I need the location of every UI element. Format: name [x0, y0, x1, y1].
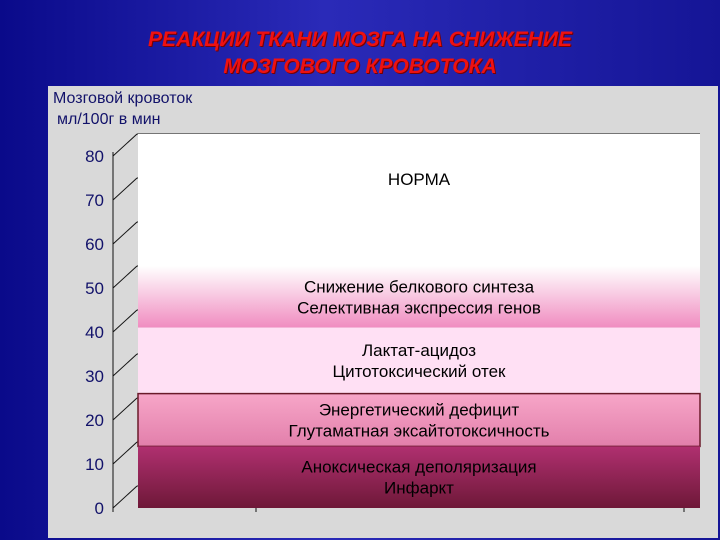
slide-title-line-1: РЕАКЦИИ ТКАНИ МОЗГА НА СНИЖЕНИЕ: [148, 28, 572, 51]
band-label: Лактат-ацидоз: [361, 341, 477, 361]
gridline-slant: [113, 178, 137, 200]
band-label: Глутаматная эксайтотоксичность: [288, 421, 550, 441]
y-tick-label: 60: [85, 235, 104, 254]
band-label: Селективная экспрессия генов: [297, 298, 541, 318]
y-axis-label-line-1: Мозговой кровоток: [53, 90, 193, 107]
gridline-slant: [113, 354, 137, 376]
y-tick-label: 70: [85, 191, 104, 210]
gridline-slant: [113, 486, 137, 508]
band-label: НОРМА: [387, 170, 451, 189]
band-1: [138, 266, 700, 328]
y-tick-label: 0: [94, 499, 104, 518]
gridline-slant: [113, 266, 137, 288]
y-tick-label: 50: [85, 279, 104, 298]
y-tick-label: 80: [85, 147, 104, 166]
band-label: Снижение белкового синтеза: [303, 277, 535, 297]
gridline-slant: [113, 134, 137, 156]
y-tick-label: 40: [85, 323, 104, 342]
gridline-slant: [113, 222, 137, 244]
band-layer: [138, 134, 700, 508]
band-label: Цитотоксический отек: [332, 362, 506, 382]
band-2: [138, 328, 700, 394]
y-tick-label: 20: [85, 411, 104, 430]
y-tick-layer: [85, 147, 104, 518]
slide-title-line-2: МОЗГОВОГО КРОВОТОКА: [223, 55, 497, 78]
gridline-slant: [113, 398, 137, 420]
band-label: Энергетический дефицит: [318, 400, 520, 420]
band-label: Аноксическая деполяризация: [301, 457, 537, 477]
band-4: [138, 446, 700, 508]
gridline-slant: [113, 442, 137, 464]
y-tick-label: 30: [85, 367, 104, 386]
band-0: [138, 134, 700, 266]
band-label: Инфаркт: [384, 478, 454, 498]
y-axis-label-line-2: мл/100г в мин: [57, 111, 161, 128]
gridline-slant: [113, 310, 137, 332]
y-tick-label: 10: [85, 455, 104, 474]
